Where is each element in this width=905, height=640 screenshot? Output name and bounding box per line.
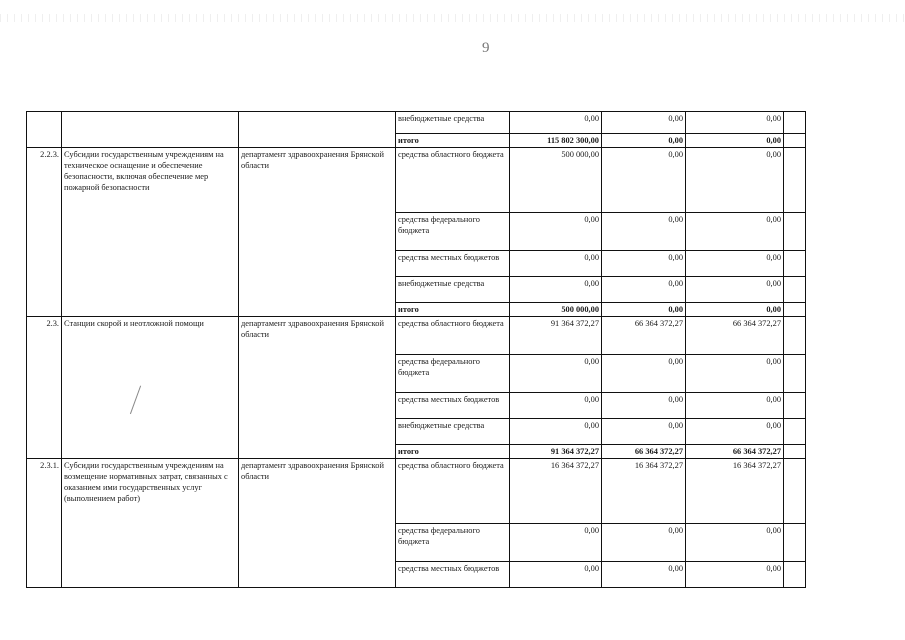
funding-source: средства местных бюджетов (396, 393, 510, 419)
budget-table (26, 111, 806, 588)
funding-source: внебюджетные средства (396, 112, 510, 134)
empty-cell (784, 112, 806, 134)
amount-v2: 0,00 (602, 112, 686, 134)
empty-cell (784, 524, 806, 562)
amount-v2: 0,00 (602, 251, 686, 277)
amount-v2: 0,00 (602, 277, 686, 303)
amount-v3: 0,00 (686, 419, 784, 445)
amount-v1: 500 000,00 (510, 303, 602, 317)
amount-v2: 0,00 (602, 303, 686, 317)
amount-v2: 0,00 (602, 393, 686, 419)
amount-v3: 0,00 (686, 524, 784, 562)
row-index (27, 112, 62, 148)
amount-v2: 16 364 372,27 (602, 459, 686, 524)
row-index: 2.3. (27, 317, 62, 459)
amount-v3: 66 364 372,27 (686, 445, 784, 459)
page-number: 9 (482, 40, 490, 56)
amount-v1: 91 364 372,27 (510, 317, 602, 355)
row-index: 2.2.3. (27, 148, 62, 317)
amount-v1: 500 000,00 (510, 148, 602, 213)
funding-source: итого (396, 134, 510, 148)
empty-cell (784, 317, 806, 355)
amount-v1: 16 364 372,27 (510, 459, 602, 524)
funding-source: внебюджетные средства (396, 277, 510, 303)
funding-source: средства областного бюджета (396, 317, 510, 355)
empty-cell (784, 303, 806, 317)
amount-v2: 0,00 (602, 419, 686, 445)
table-row (27, 459, 806, 524)
table-row (27, 317, 806, 355)
row-department: департамент здравоохранения Брянской области (239, 148, 396, 317)
amount-v2: 0,00 (602, 562, 686, 588)
empty-cell (784, 277, 806, 303)
amount-v1: 0,00 (510, 393, 602, 419)
row-name (62, 112, 239, 148)
amount-v1: 91 364 372,27 (510, 445, 602, 459)
funding-source: средства местных бюджетов (396, 251, 510, 277)
amount-v3: 0,00 (686, 393, 784, 419)
table-row (27, 148, 806, 213)
amount-v2: 0,00 (602, 148, 686, 213)
funding-source: средства областного бюджета (396, 459, 510, 524)
row-name: Субсидии государственным учреждениям на возмещение нормативных затрат, связанных с оказанием ими государственных услуг (выполнением работ) (62, 459, 239, 588)
empty-cell (784, 393, 806, 419)
funding-source: итого (396, 445, 510, 459)
amount-v2: 0,00 (602, 134, 686, 148)
funding-source: средства местных бюджетов (396, 562, 510, 588)
amount-v3: 0,00 (686, 148, 784, 213)
funding-source: средства федерального бюджета (396, 355, 510, 393)
amount-v1: 0,00 (510, 524, 602, 562)
amount-v3: 0,00 (686, 112, 784, 134)
row-department (239, 112, 396, 148)
empty-cell (784, 134, 806, 148)
funding-source: итого (396, 303, 510, 317)
empty-cell (784, 445, 806, 459)
empty-cell (784, 213, 806, 251)
empty-cell (784, 419, 806, 445)
empty-cell (784, 251, 806, 277)
amount-v2: 0,00 (602, 355, 686, 393)
scan-noise (0, 14, 905, 22)
amount-v1: 0,00 (510, 419, 602, 445)
amount-v1: 0,00 (510, 213, 602, 251)
amount-v3: 0,00 (686, 355, 784, 393)
amount-v2: 66 364 372,27 (602, 317, 686, 355)
row-department: департамент здравоохранения Брянской области (239, 317, 396, 459)
row-index: 2.3.1. (27, 459, 62, 588)
amount-v1: 0,00 (510, 277, 602, 303)
amount-v3: 16 364 372,27 (686, 459, 784, 524)
funding-source: средства областного бюджета (396, 148, 510, 213)
empty-cell (784, 355, 806, 393)
amount-v3: 0,00 (686, 277, 784, 303)
amount-v2: 0,00 (602, 524, 686, 562)
amount-v3: 0,00 (686, 303, 784, 317)
amount-v1: 0,00 (510, 562, 602, 588)
empty-cell (784, 148, 806, 213)
amount-v2: 66 364 372,27 (602, 445, 686, 459)
row-name: Станции скорой и неотложной помощи (62, 317, 239, 459)
amount-v1: 0,00 (510, 251, 602, 277)
funding-source: средства федерального бюджета (396, 524, 510, 562)
amount-v3: 0,00 (686, 134, 784, 148)
amount-v1: 0,00 (510, 355, 602, 393)
amount-v3: 66 364 372,27 (686, 317, 784, 355)
amount-v2: 0,00 (602, 213, 686, 251)
amount-v3: 0,00 (686, 251, 784, 277)
empty-cell (784, 562, 806, 588)
table-row (27, 112, 806, 134)
funding-source: внебюджетные средства (396, 419, 510, 445)
row-department: департамент здравоохранения Брянской области (239, 459, 396, 588)
amount-v1: 0,00 (510, 112, 602, 134)
funding-source: средства федерального бюджета (396, 213, 510, 251)
row-name: Субсидии государственным учреждениям на техническое оснащение и обеспечение безопасности, включая обеспечение мер пожарной безопасности (62, 148, 239, 317)
amount-v3: 0,00 (686, 562, 784, 588)
amount-v3: 0,00 (686, 213, 784, 251)
amount-v1: 115 802 300,00 (510, 134, 602, 148)
empty-cell (784, 459, 806, 524)
